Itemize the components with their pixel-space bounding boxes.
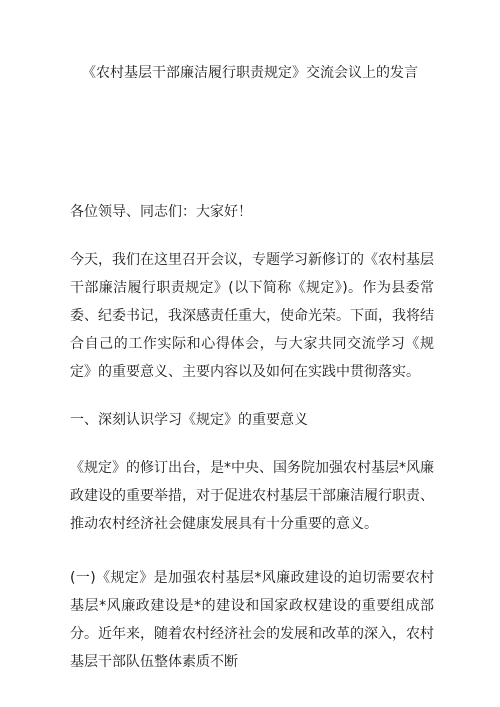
intro-paragraph: 今天，我们在这里召开会议，专题学习新修订的《农村基层干部廉洁履行职责规定》(以下简称《规定》)。作为县委常委、纪委书记，我深感责任重大，使命光荣。下面，我将结合自己的工作实际和心得体会，与大家共同交流学习《规定》的重要意义、主要内容以及如何在实践中贯彻落实。 — [70, 252, 434, 380]
body-paragraph: (一)《规定》是加强农村基层*风廉政建设的迫切需要农村基层*风廉政建设是*的建设和国家政权建设的重要组成部分。近年来，随着农村经济社会的发展和改革的深入，农村基层干部队伍整体素质不断 — [70, 570, 434, 670]
body-paragraph: 《规定》的修订出台，是*中央、国务院加强农村基层*风廉政建设的重要举措，对于促进农村基层干部廉洁履行职责、推动农村经济社会健康发展具有十分重要的意义。 — [70, 460, 434, 532]
document-title: 《农村基层干部廉洁履行职责规定》交流会议上的发言 — [82, 65, 418, 81]
section-heading: 一、深刻认识学习《规定》的重要意义 — [70, 412, 308, 428]
greeting-line: 各位领导、同志们：大家好！ — [70, 204, 252, 220]
